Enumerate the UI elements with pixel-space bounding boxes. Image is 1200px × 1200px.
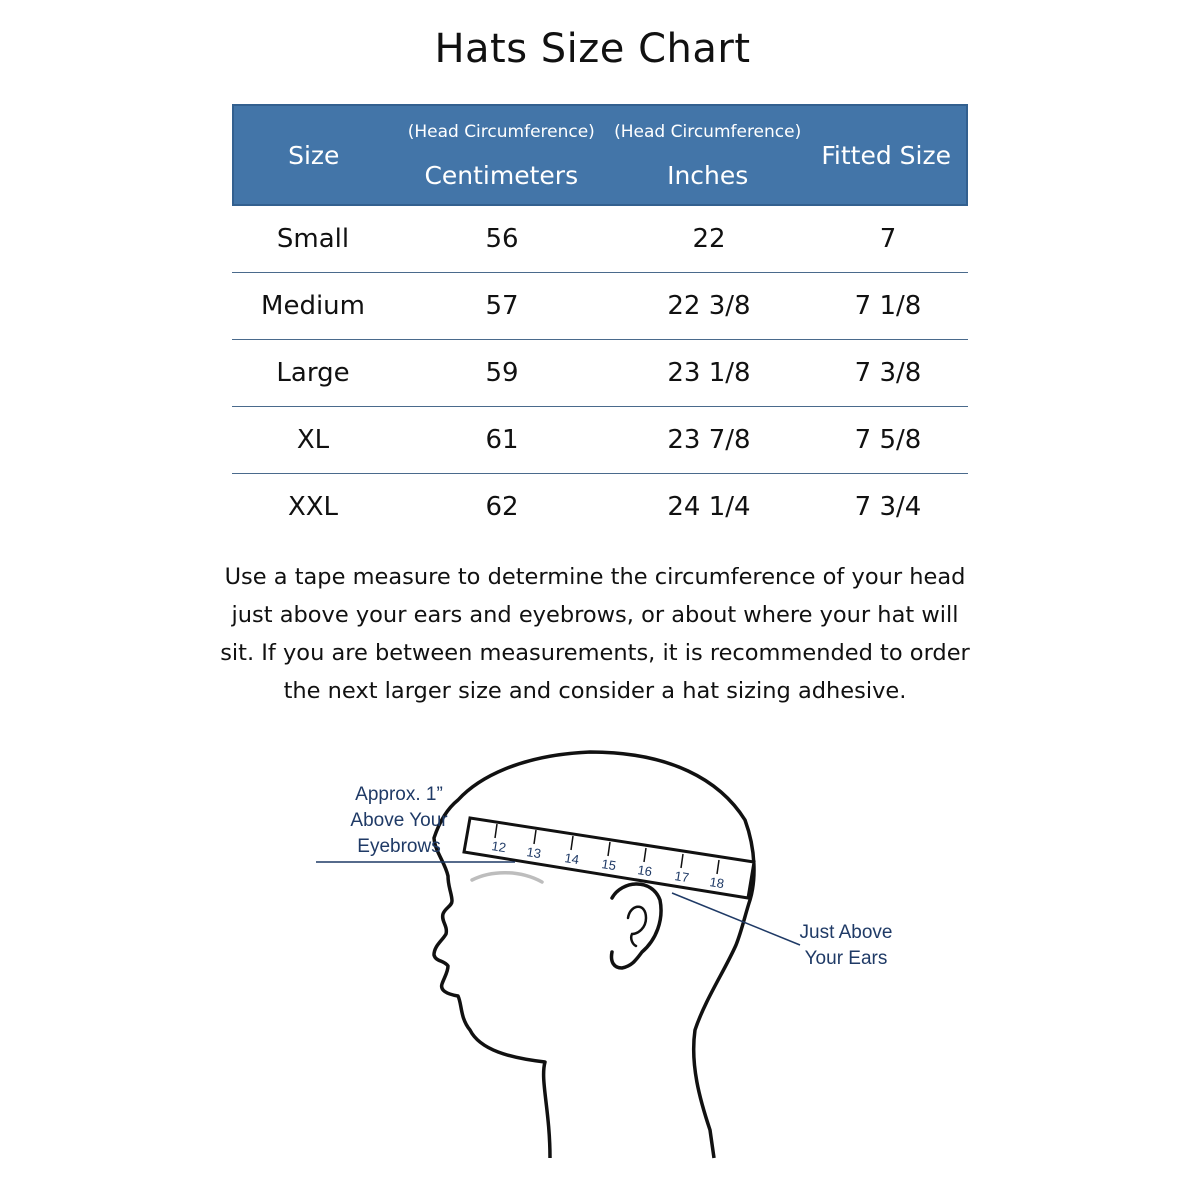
header-centimeters-label: Centimeters <box>424 161 579 190</box>
tape-number: 14 <box>563 850 581 868</box>
header-centimeters <box>394 106 609 204</box>
header-size-label: Size <box>288 140 340 170</box>
cell-inches: 22 3/8 <box>667 291 751 321</box>
cell-size: XXL <box>287 492 339 522</box>
cell-fitted: 7 3/4 <box>854 492 922 522</box>
cell-size: Small <box>276 224 350 254</box>
tape-number: 12 <box>490 838 508 856</box>
header-size <box>234 106 394 204</box>
cell-centimeters: 61 <box>485 425 519 455</box>
cell-fitted: 7 1/8 <box>854 291 922 321</box>
cell-centimeters: 56 <box>485 224 519 254</box>
tape-number: 13 <box>525 844 543 862</box>
ear-label-line-2: Your Ears <box>804 948 888 969</box>
table-header <box>232 104 968 206</box>
ear-outline <box>611 884 661 968</box>
header-fitted-size-label: Fitted Size <box>821 140 952 170</box>
size-table <box>232 104 968 540</box>
header-fitted-size <box>806 106 966 204</box>
header-inches-sub: (Head Circumference) <box>614 122 802 142</box>
cell-size: Medium <box>261 291 365 321</box>
tape-number: 17 <box>673 868 691 886</box>
eyebrow-label-line-3: Eyebrows <box>357 836 441 857</box>
measuring-instructions: Use a tape measure to determine the circumference of your head just above your ears and eyebrows, or about where your hat will sit. If you are between measurements, it is recommended to order the next larger size and consider a hat sizing adhesive. <box>220 564 970 704</box>
table-row <box>232 273 968 340</box>
cell-inches: 23 1/8 <box>667 358 751 388</box>
head-outline <box>434 752 754 1158</box>
page-title: Hats Size Chart <box>434 26 751 72</box>
table-row <box>232 474 968 540</box>
cell-fitted: 7 3/8 <box>854 358 922 388</box>
eyebrow-label-line-2: Above Your <box>350 810 448 831</box>
table-row <box>232 206 968 273</box>
ear-inner <box>628 907 646 946</box>
cell-size: Large <box>276 358 350 388</box>
header-centimeters-sub: (Head Circumference) <box>407 122 595 142</box>
eyebrow-label-line-1: Approx. 1” <box>355 784 443 805</box>
cell-size: XL <box>296 425 330 455</box>
table-row <box>232 340 968 407</box>
cell-centimeters: 62 <box>485 492 519 522</box>
cell-inches: 23 7/8 <box>667 425 751 455</box>
eyebrow <box>472 873 542 882</box>
cell-inches: 24 1/4 <box>667 492 751 522</box>
head-measurement-diagram <box>0 720 1200 1190</box>
tape-number: 15 <box>600 856 618 874</box>
cell-centimeters: 57 <box>485 291 519 321</box>
tape-number: 18 <box>708 874 726 892</box>
table-row <box>232 407 968 474</box>
cell-centimeters: 59 <box>485 358 519 388</box>
tape-number: 16 <box>636 862 654 880</box>
header-inches <box>609 106 806 204</box>
cell-fitted: 7 <box>879 224 897 254</box>
cell-inches: 22 <box>692 224 726 254</box>
ear-pointer-line <box>672 893 800 945</box>
cell-fitted: 7 5/8 <box>854 425 922 455</box>
ear-label-line-1: Just Above <box>799 922 893 943</box>
header-inches-label: Inches <box>667 161 749 190</box>
